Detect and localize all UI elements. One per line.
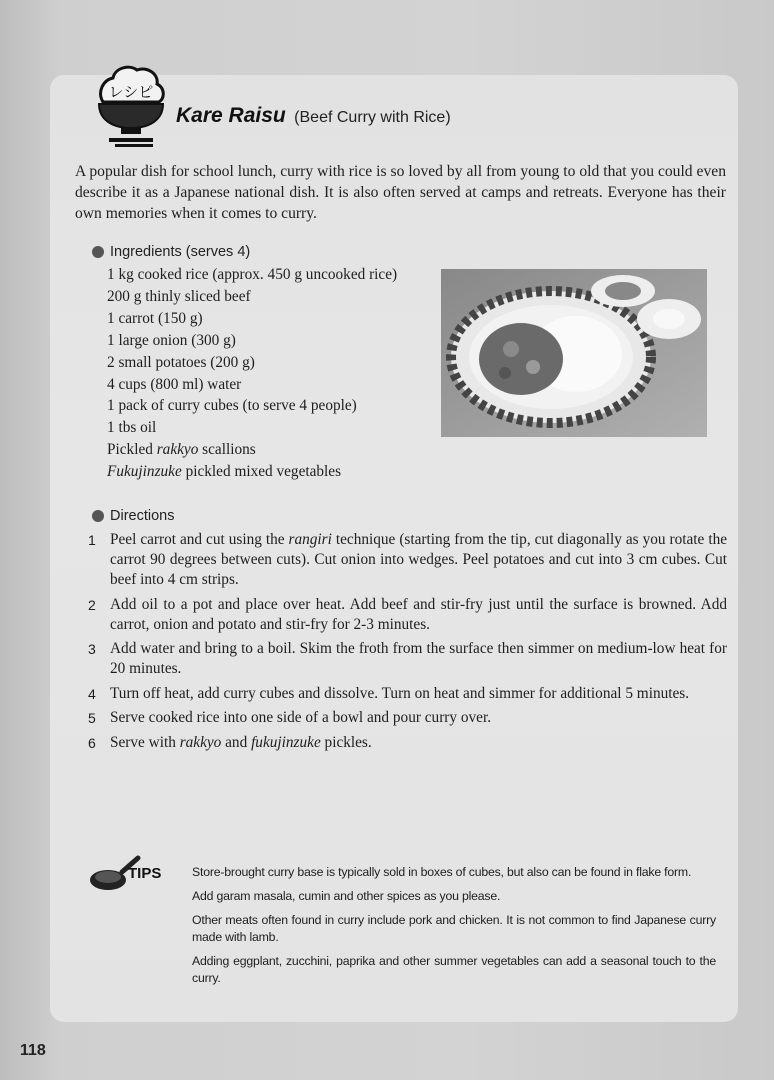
step-text-part: Turn off heat, add curry cubes and dissolve. Turn on heat and simmer for additional 5 minutes. xyxy=(110,684,690,702)
step-text xyxy=(110,595,727,635)
step-text-part: technique (starting from the tip, cut diagonally as you rotate the carrot 90 degrees between cuts). Cut onion into wedges. Peel potatoes and cut into 3 cm cubes. Cut beef into 4 cm strips. xyxy=(110,531,728,588)
recipe-intro: A popular dish for school lunch, curry with rice is so loved by all from young to old that you could even describe it as a Japanese national dish. It is also often served at camps and retreats. Everyone has their own memories when it comes to curry. xyxy=(75,163,726,222)
step-text xyxy=(110,708,727,728)
ingredient-text: 1 pack of curry cubes (to serve 4 people) xyxy=(107,397,357,415)
direction-step xyxy=(84,530,727,590)
ingredient-item xyxy=(107,286,397,308)
bullet-icon xyxy=(92,510,104,522)
recipe-title xyxy=(176,104,451,128)
ingredient-text: 1 kg cooked rice (approx. 450 g uncooked rice) xyxy=(107,266,398,283)
step-number: 6 xyxy=(88,734,96,751)
ingredients-list xyxy=(107,264,397,483)
rice-bowl-logo-icon xyxy=(95,64,167,150)
directions-list xyxy=(84,530,727,757)
step-text xyxy=(110,684,727,704)
step-text-part: Peel carrot and cut using the xyxy=(110,531,289,548)
step-text-part: Serve cooked rice into one side of a bowl and pour curry over. xyxy=(110,709,492,726)
page-number: 118 xyxy=(20,1042,46,1059)
ingredient-text: 2 small potatoes (200 g) xyxy=(107,353,255,371)
ingredient-text: 1 large onion (300 g) xyxy=(107,331,236,349)
step-text-part: fukujinzuke xyxy=(251,733,321,751)
ingredient-item xyxy=(107,461,397,483)
direction-step xyxy=(84,639,727,679)
step-text-part: Add oil to a pot and place over heat. Add beef and stir-fry just until the surface is browned. Add carrot, onion and potato and stir-fry for 2-3 minutes. xyxy=(110,595,727,633)
step-text-part: Serve with xyxy=(110,733,180,751)
direction-step xyxy=(84,708,727,728)
curry-photo xyxy=(441,269,707,437)
tip-item: Add garam masala, cumin and other spices as you please. xyxy=(192,889,501,903)
ingredient-item xyxy=(107,352,397,374)
recipe-title-main: Kare Raisu xyxy=(176,104,286,127)
step-number: 2 xyxy=(88,596,96,613)
step-number: 3 xyxy=(88,641,96,657)
tips-list xyxy=(192,864,716,994)
ingredient-text: scallions xyxy=(198,441,256,459)
step-number: 5 xyxy=(88,710,96,726)
ingredient-text: 1 tbs oil xyxy=(107,419,157,437)
step-number: 1 xyxy=(88,532,96,548)
tip-item: Adding eggplant, zucchini, paprika and other summer vegetables can add a seasonal touch to the curry. xyxy=(192,954,716,985)
step-text xyxy=(110,530,727,590)
svg-text:レシピ: レシピ xyxy=(108,83,154,101)
ingredient-text: Fukujinzuke xyxy=(107,463,182,481)
step-text-part: and xyxy=(221,733,252,751)
recipe-title-subtitle: (Beef Curry with Rice) xyxy=(294,109,451,126)
ingredient-item xyxy=(107,439,397,461)
ingredient-item xyxy=(107,308,397,330)
step-text-part: rakkyo xyxy=(179,733,222,751)
ingredient-text: 1 carrot (150 g) xyxy=(107,309,203,327)
ingredient-text: 200 g thinly sliced beef xyxy=(107,287,251,305)
direction-step xyxy=(84,595,727,635)
step-text xyxy=(110,733,727,753)
tip-item: Store-brought curry base is typically sold in boxes of cubes, but also can be found in flake form. xyxy=(192,865,692,879)
directions-heading xyxy=(92,508,174,524)
ingredient-item xyxy=(107,417,397,439)
direction-step xyxy=(84,733,727,753)
step-text-part: rangiri xyxy=(288,531,332,548)
ingredients-heading-text: Ingredients (serves 4) xyxy=(110,244,251,260)
step-text xyxy=(110,639,727,679)
step-text-part: Add water and bring to a boil. Skim the froth from the surface then simmer on medium-low heat for 20 minutes. xyxy=(110,640,727,677)
ingredient-text: rakkyo xyxy=(156,441,199,459)
step-text-part: pickles. xyxy=(320,733,372,751)
ingredient-item xyxy=(107,374,397,396)
ingredient-text: pickled mixed vegetables xyxy=(181,463,342,481)
ingredient-item xyxy=(107,395,397,417)
directions-heading-text: Directions xyxy=(110,508,175,524)
tips-label: TIPS xyxy=(128,865,162,882)
tip-item: Other meats often found in curry include pork and chicken. It is not common to find Japanese curry made with lamb. xyxy=(192,913,716,944)
step-number: 4 xyxy=(88,685,96,702)
ingredients-heading xyxy=(92,244,250,260)
ingredient-text: 4 cups (800 ml) water xyxy=(107,375,242,393)
ingredient-item xyxy=(107,264,397,286)
ingredient-text: Pickled xyxy=(107,441,157,459)
direction-step xyxy=(84,684,727,704)
ingredient-item xyxy=(107,330,397,352)
bullet-icon xyxy=(92,246,104,258)
